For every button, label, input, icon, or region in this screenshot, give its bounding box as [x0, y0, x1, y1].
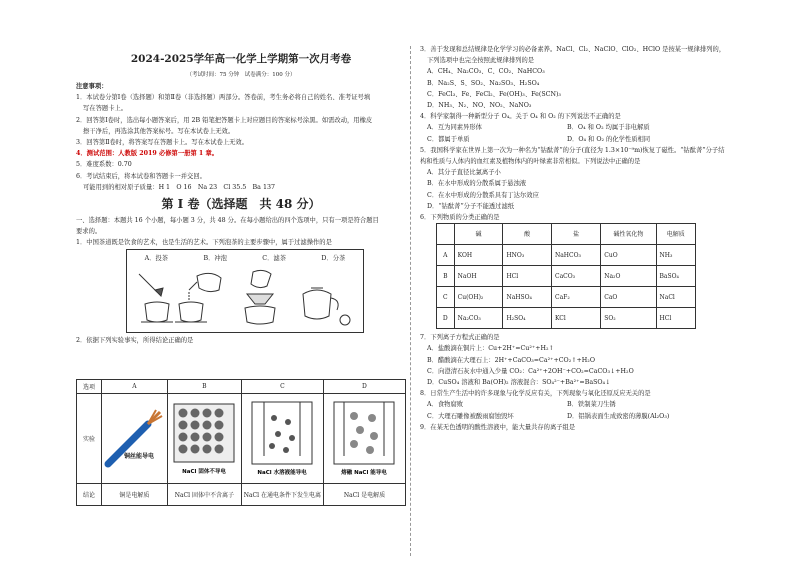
- q5-option-c[interactable]: C．在水中形成的分散系具有丁达尔效应: [427, 191, 539, 199]
- q6-cell: NaHCO₃: [551, 245, 600, 266]
- q4-options-row: [420, 134, 738, 145]
- q2-caption-d: 熔融 NaCl 能导电: [341, 469, 388, 476]
- q8-option-a[interactable]: A．食物腐败: [427, 401, 464, 409]
- question-4-stem: 4．科学家制得一种新型分子 O₄。关于 O₄ 和 O₂ 的下列说法不正确的是: [420, 113, 621, 121]
- question-3-stem-cont: 下列选项中也完全按照此规律排列的是: [427, 57, 535, 65]
- column-divider: [410, 46, 411, 556]
- note-line: 1．本试卷分第Ⅰ卷（选择题）和第Ⅱ卷（非选择题）两部分。答卷前，考生务必将自己的姓名、准考证号填: [76, 94, 371, 102]
- q1-option-a[interactable]: A．投茶: [144, 254, 169, 262]
- question-5-stem: 5．我国科学家在世界上第一次为一种名为“钴酞菁”的分子(直径为 1.3×10⁻⁹m)恢复了磁性。“钴酞菁”分子结: [420, 146, 725, 154]
- q1-option-d[interactable]: D．分茶: [321, 254, 346, 262]
- q6-cell: C: [437, 287, 455, 308]
- section-instructions: 一、选择题：本题共 16 个小题，每小题 3 分，共 48 分。在每小题给出的四个选项中，只有一项是符合题目: [76, 217, 379, 225]
- q6-cell: NH₃: [656, 245, 696, 266]
- q6-cell: HNO₃: [503, 245, 552, 266]
- kettle-icon: [175, 273, 221, 322]
- q2-header-cell: D: [323, 380, 405, 394]
- beaker-icon: [242, 398, 322, 478]
- teapot-icon: [139, 274, 173, 322]
- q6-cell: NaOH: [454, 266, 503, 287]
- wire-icon: [102, 406, 166, 470]
- q8-options-row: [420, 399, 738, 410]
- q5-option-a[interactable]: A．其分子直径比氯离子小: [427, 169, 501, 177]
- q5-option-b[interactable]: B．在水中形成的分散系属于悬浊液: [427, 180, 527, 188]
- q8-option-d[interactable]: D．铝锅表面生成致密的薄膜(Al₂O₃): [567, 412, 670, 420]
- q6-header-cell: 碱: [454, 224, 503, 245]
- q6-cell: B: [437, 266, 455, 287]
- q6-header-cell: 电解质: [656, 224, 696, 245]
- q3-option-d[interactable]: D．NH₃、N₂、NO、NO₂、NaNO₃: [427, 102, 532, 110]
- note-line: 3．回答第Ⅱ卷时，将答案写在答题卡上。写在本试卷上无效。: [76, 139, 249, 147]
- serving-icon: [303, 288, 350, 325]
- question-3-stem: 3．善于发现和总结规律是化学学习的必备素养。NaCl、Cl₂、NaClO、ClO₂、HClO 是按某一规律排列的，: [420, 46, 726, 53]
- q4-options-row: [420, 122, 738, 133]
- q6-cell: KOH: [454, 245, 503, 266]
- table-row[interactable]: [437, 245, 696, 266]
- q6-cell: HCl: [656, 308, 696, 329]
- q3-option-b[interactable]: B．Na₂S、S、SO₂、Na₂SO₃、H₂SO₄: [427, 79, 540, 87]
- q2-exp-a: [102, 394, 168, 484]
- table-row[interactable]: [437, 266, 696, 287]
- q7-option-c[interactable]: C．向澄清石灰水中通入少量 CO₂：Ca²⁺+2OH⁻+CO₂=CaCO₃↓+H₂O: [427, 367, 634, 375]
- page-title: 2024-2025学年高一化学上学期第一次月考卷: [130, 53, 352, 65]
- q2-conclusion-c[interactable]: NaCl 在通电条件下发生电离: [241, 484, 323, 506]
- q3-option-c[interactable]: C．FeCl₃、Fe、FeCl₂、Fe(OH)₃、Fe(SCN)₃: [427, 90, 561, 98]
- q4-option-c[interactable]: C．都属于单质: [427, 135, 470, 143]
- q2-header-cell: C: [241, 380, 323, 394]
- q2-caption-a: 铜丝能导电: [124, 452, 155, 460]
- q4-option-d[interactable]: D．O₄ 和 O₂ 的化学性质相同: [567, 135, 651, 143]
- q2-caption-c: NaCl 水溶液能导电: [257, 469, 307, 476]
- question-9-stem: 9．在某无色透明的酸性溶液中，能大量共存的离子组是: [420, 423, 576, 431]
- question-7-stem: 7．下列离子方程式正确的是: [420, 334, 500, 342]
- q6-cell: CaF₂: [551, 287, 600, 308]
- question-6-stem: 6．下列物质的分类正确的是: [420, 214, 500, 222]
- section-instructions: 要求的。: [76, 228, 102, 236]
- q2-conclusion-b[interactable]: NaCl 固体中不含离子: [167, 484, 241, 506]
- q6-cell: Na₂O: [601, 266, 656, 287]
- strainer-icon: [245, 270, 275, 324]
- q4-option-a[interactable]: A．互为同素异形体: [427, 124, 482, 132]
- note-line: 6．考试结束后，将本试卷和答题卡一并交回。: [76, 172, 206, 180]
- q8-options-row: [420, 411, 738, 422]
- q5-option-d[interactable]: D．“钴酞菁”分子不能透过滤纸: [427, 202, 515, 210]
- q6-cell: H₂SO₄: [503, 308, 552, 329]
- q6-cell: CuO: [601, 245, 656, 266]
- right-column: [420, 44, 738, 433]
- q6-header-cell: 酸: [503, 224, 552, 245]
- notes-heading: 注意事项：: [76, 83, 108, 90]
- volume-heading: 第 I 卷（选择题 共 48 分）: [161, 197, 321, 212]
- note-line: 擦干净后，再选涂其他答案标号。写在本试卷上无效。: [83, 127, 235, 135]
- table-row[interactable]: [437, 308, 696, 329]
- q6-cell: CaO: [601, 287, 656, 308]
- q2-caption-b: NaCl 固体不导电: [182, 468, 227, 475]
- q2-header-cell: A: [102, 380, 168, 394]
- q6-cell: SO₂: [601, 308, 656, 329]
- table-row[interactable]: [437, 287, 696, 308]
- atomic-mass-line: 可能用到的相对原子质量：H 1 O 16 Na 23 Cl 35.5 Ba 137: [83, 183, 275, 191]
- q2-exp-b: [167, 394, 241, 484]
- page-subtitle: （考试时间：75 分钟 试卷满分：100 分）: [186, 72, 296, 78]
- question-5-stem-cont: 构和性质与人体内的血红素及植物体内的叶绿素非常相似。下列说法中正确的是: [420, 158, 641, 166]
- q8-option-b[interactable]: B．铁制菜刀生锈: [567, 401, 616, 409]
- q7-option-b[interactable]: B．醋酸滴在大理石上：2H⁺+CaCO₃=Ca²⁺+CO₂↑+H₂O: [427, 356, 595, 364]
- q2-row-label: 结论: [77, 484, 102, 506]
- question-2-stem: 2．依据下列实验事实，所得结论正确的是: [76, 336, 194, 344]
- q2-conclusion-a[interactable]: 铜是电解质: [102, 484, 168, 506]
- question-1-figure: [126, 249, 364, 333]
- q6-cell: NaHSO₄: [503, 287, 552, 308]
- tea-steps-illustration: [127, 264, 363, 330]
- q6-cell: NaCl: [656, 287, 696, 308]
- q4-option-b[interactable]: B．O₄ 和 O₂ 均属于非电解质: [567, 124, 650, 132]
- q2-header-cell: B: [167, 380, 241, 394]
- q6-header-cell: 碱性氧化物: [601, 224, 656, 245]
- question-1-stem: 1．中国茶道既是饮食的艺术，也是生活的艺术。下列泡茶的主要步骤中，属于过滤操作的是: [76, 239, 332, 247]
- q6-cell: Na₂CO₃: [454, 308, 503, 329]
- note-line: 写在答题卡上。: [83, 105, 128, 113]
- q6-cell: A: [437, 245, 455, 266]
- q2-header-cell: 选项: [77, 380, 102, 394]
- q2-row-label: 实验: [77, 394, 102, 484]
- note-line: 5．难度系数：0.70: [76, 161, 132, 169]
- q8-option-c[interactable]: C．大理石雕像被酸雨腐蚀毁坏: [427, 412, 514, 420]
- note-line-scope: 4．测试范围：人教版 2019 必修第一册第 1 章。: [76, 150, 219, 158]
- q7-option-d[interactable]: D．CuSO₄ 溶液和 Ba(OH)₂ 溶液混合：SO₄²⁻+Ba²⁺=BaSO₄↓: [427, 379, 611, 387]
- q2-exp-d: [323, 394, 405, 484]
- q6-cell: BaSO₄: [656, 266, 696, 287]
- q6-header-cell: 盐: [551, 224, 600, 245]
- q1-option-c[interactable]: C．滤茶: [262, 254, 287, 262]
- ion-lattice-icon: [168, 398, 240, 478]
- q6-cell: CaCO₃: [551, 266, 600, 287]
- question-2-table: [76, 379, 406, 506]
- q3-option-a[interactable]: A．CH₄、Na₂CO₃、C、CO₂、NaHCO₃: [427, 68, 545, 76]
- molten-salt-icon: [324, 398, 404, 478]
- q7-option-a[interactable]: A．盐酸滴在铜片上：Cu+2H⁺=Cu²⁺+H₂↑: [427, 345, 554, 353]
- q6-cell: Cu(OH)₂: [454, 287, 503, 308]
- q6-cell: D: [437, 308, 455, 329]
- q2-exp-c: [241, 394, 323, 484]
- q6-cell: KCl: [551, 308, 600, 329]
- q1-option-b[interactable]: B．冲泡: [203, 254, 227, 262]
- q2-conclusion-d[interactable]: NaCl 是电解质: [323, 484, 405, 506]
- left-column: [76, 81, 406, 346]
- question-6-table: [436, 223, 696, 329]
- question-8-stem: 8．日常生产生活中的许多现象与化学反应有关，下列现象与氧化还原反应无关的是: [420, 390, 651, 398]
- note-line: 2．回答第Ⅰ卷时，选出每小题答案后，用 2B 铅笔把答题卡上对应题目的答案标号涂黑。如需改动，用橡皮: [76, 116, 373, 124]
- q6-cell: HCl: [503, 266, 552, 287]
- q6-header-cell: [437, 224, 455, 245]
